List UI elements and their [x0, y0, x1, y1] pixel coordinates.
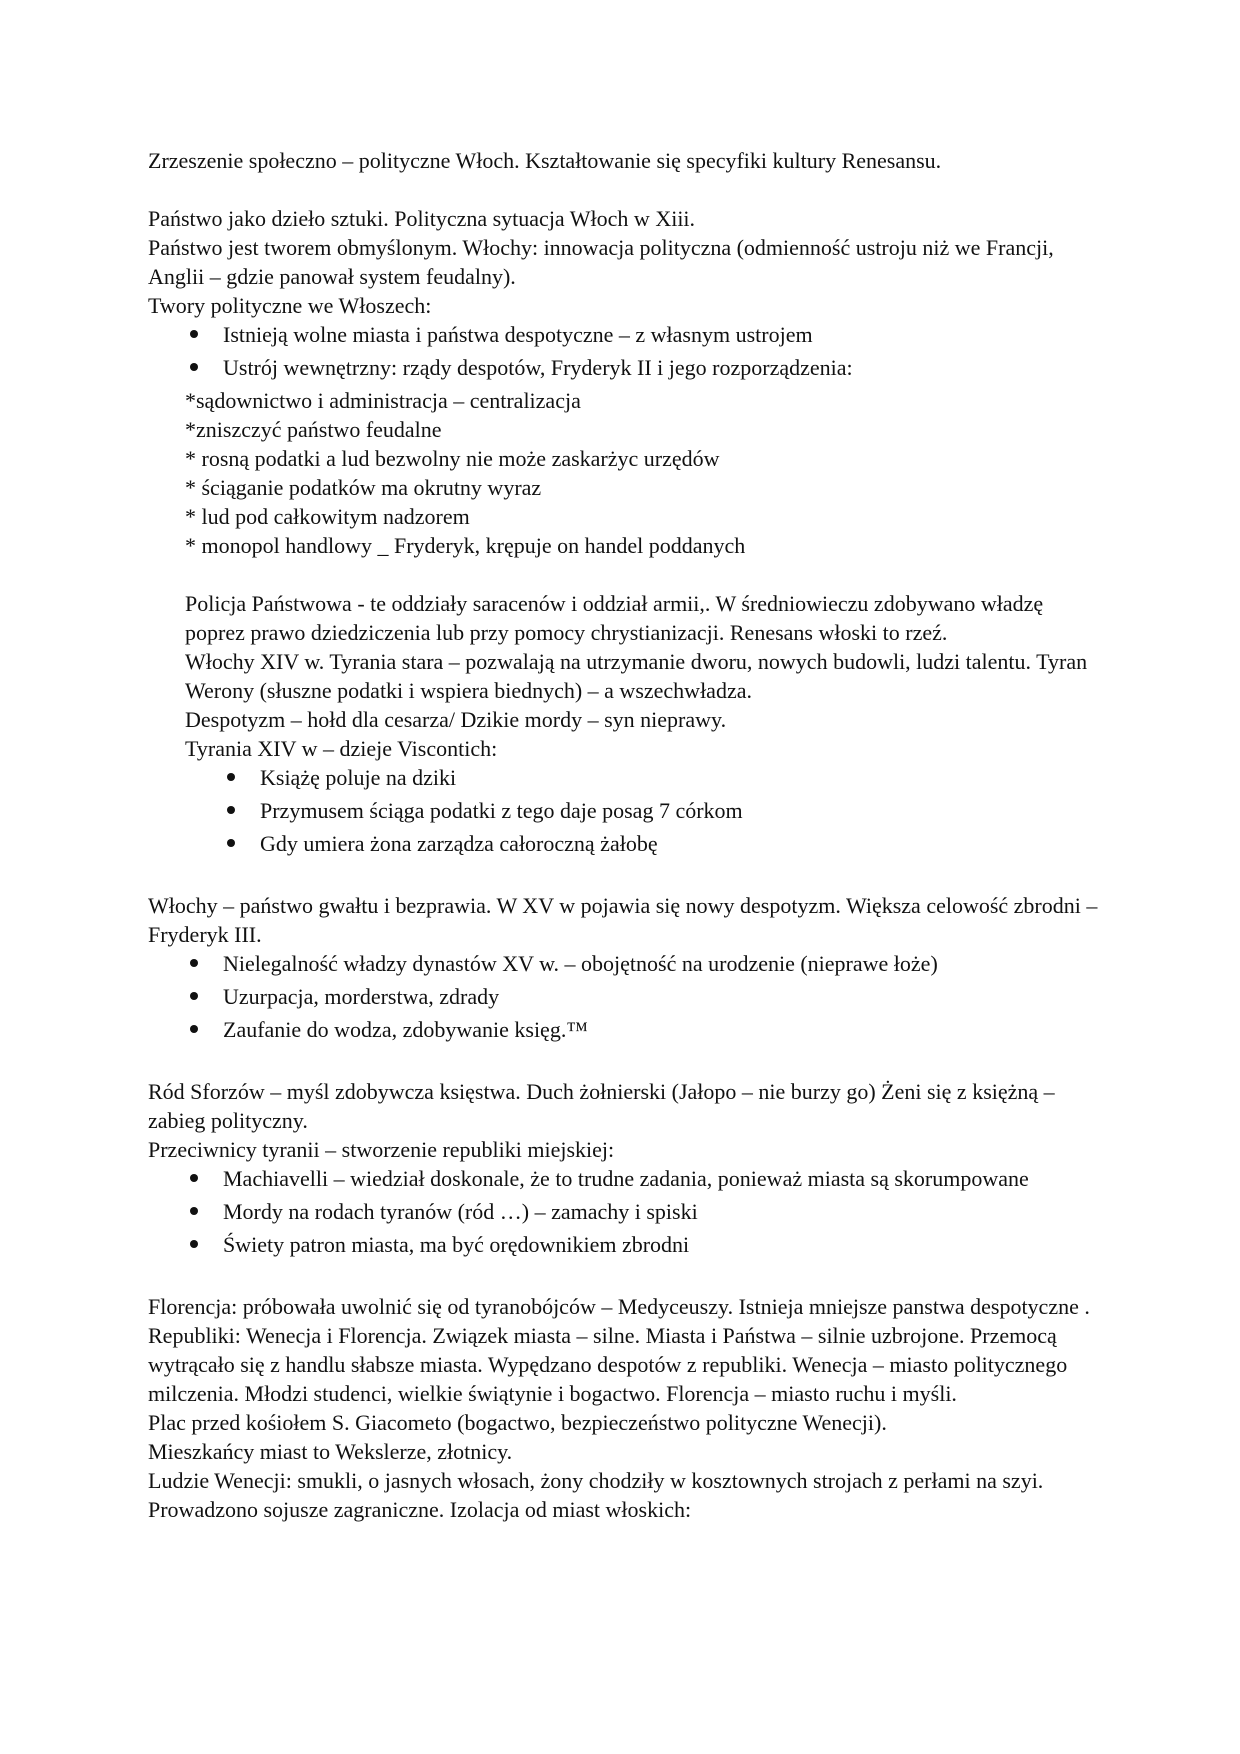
- paragraph: Florencja: próbowała uwolnić się od tyranobójców – Medyceuszy. Istnieja mniejsze panstwa despotyczne . Republiki: Wenecja i Florencja. Związek miasta – silne. Miasta i Państwa – silnie uzbrojone. Przemocą wytrącało się z handlu słabsze miasta. Wypędzano despotów z republiki. Wenecja – miasto politycznego milczenia. Młodzi studenci, wielkie świątynie i bogactwo. Florencja – miasto ruchu i myśli.: [148, 1294, 1090, 1406]
- list-item: [148, 982, 1098, 1011]
- bullet-icon: [227, 806, 235, 814]
- paragraph: Ród Sforzów – myśl zdobywcza księstwa. Duch żołnierski (Jałopo – nie burzy go) Żeni się z księżną – zabieg polityczny.: [148, 1079, 1055, 1133]
- list-item: [148, 763, 1098, 792]
- paragraph: Ludzie Wenecji: smukli, o jasnych włosach, żony chodziły w kosztownych strojach z perłami na szyi. Prowadzono sojusze zagraniczne. Izolacja od miast włoskich:: [148, 1468, 1044, 1522]
- spacer: [148, 1263, 1098, 1292]
- paragraph: Mieszkańcy miast to Wekslerze, złotnicy.: [148, 1439, 513, 1464]
- star-line: *sądownictwo i administracja – centralizacja: [185, 388, 581, 413]
- paragraph: Plac przed kośiołem S. Giacometo (bogactwo, bezpieczeństwo polityczne Wenecji).: [148, 1410, 887, 1435]
- list-item-text: Uzurpacja, morderstwa, zdrady: [223, 984, 500, 1009]
- list-item-text: Nielegalność władzy dynastów XV w. – obojętność na urodzenie (nieprawe łoże): [223, 951, 938, 976]
- list-item: [148, 1230, 1098, 1259]
- bullet-icon: [227, 773, 235, 781]
- bullet-list: [148, 1164, 1098, 1259]
- bullet-icon: [190, 1174, 198, 1182]
- star-line: * monopol handlowy _ Fryderyk, krępuje on handel poddanych: [185, 533, 746, 558]
- list-item-text: Istnieją wolne miasta i państwa despotyczne – z własnym ustrojem: [223, 322, 813, 347]
- list-item: [148, 1197, 1098, 1226]
- list-item-text: Zaufanie do wodza, zdobywanie księg.™: [223, 1017, 588, 1042]
- star-line: *zniszczyć państwo feudalne: [185, 417, 442, 442]
- bullet-list: [148, 763, 1098, 858]
- list-item: [148, 829, 1098, 858]
- bullet-list: [148, 320, 1098, 382]
- paragraph: Państwo jako dzieło sztuki. Polityczna sytuacja Włoch w Xiii.: [148, 206, 696, 231]
- bullet-icon: [190, 330, 198, 338]
- list-item-text: Świety patron miasta, ma być orędownikiem zbrodni: [223, 1232, 690, 1257]
- list-item: [148, 1164, 1098, 1193]
- list-item: [148, 320, 1098, 349]
- document-title: Zrzeszenie społeczno – polityczne Włoch. Kształtowanie się specyfiki kultury Renesansu.: [148, 148, 942, 173]
- paragraph: Włochy – państwo gwałtu i bezprawia. W XV w pojawia się nowy despotyzm. Większa celowość zbrodni – Fryderyk III.: [148, 893, 1098, 947]
- paragraph: Despotyzm – hołd dla cesarza/ Dzikie mordy – syn nieprawy.: [185, 707, 727, 732]
- list-item: [148, 1015, 1098, 1044]
- list-item: [148, 353, 1098, 382]
- paragraph: Państwo jest tworem obmyślonym. Włochy: innowacja polityczna (odmienność ustroju niż we Francji, Anglii – gdzie panował system feudalny).: [148, 235, 1054, 289]
- star-line: * lud pod całkowitym nadzorem: [185, 504, 470, 529]
- spacer: [148, 862, 1098, 891]
- bullet-icon: [227, 839, 235, 847]
- bullet-icon: [190, 1025, 198, 1033]
- list-item-text: Ustrój wewnętrzny: rządy despotów, Fryderyk II i jego rozporządzenia:: [223, 355, 853, 380]
- spacer: [148, 560, 1098, 589]
- bullet-icon: [190, 959, 198, 967]
- list-item-text: Mordy na rodach tyranów (ród …) – zamachy i spiski: [223, 1199, 698, 1224]
- paragraph: Włochy XIV w. Tyrania stara – pozwalają na utrzymanie dworu, nowych budowli, ludzi talentu. Tyran Werony (słuszne podatki i wspiera biednych) – a wszechwładza.: [185, 649, 1088, 703]
- paragraph: Twory polityczne we Włoszech:: [148, 293, 432, 318]
- paragraph: Przeciwnicy tyranii – stworzenie republiki miejskiej:: [148, 1137, 615, 1162]
- bullet-icon: [190, 1207, 198, 1215]
- star-line: * ściąganie podatków ma okrutny wyraz: [185, 475, 542, 500]
- list-item: [148, 796, 1098, 825]
- list-item-text: Machiavelli – wiedział doskonale, że to trudne zadania, ponieważ miasta są skorumpowane: [223, 1166, 1029, 1191]
- paragraph: Tyrania XIV w – dzieje Viscontich:: [185, 736, 498, 761]
- list-item-text: Przymusem ściąga podatki z tego daje posag 7 córkom: [260, 798, 743, 823]
- spacer: [148, 175, 1098, 204]
- bullet-icon: [190, 992, 198, 1000]
- paragraph: Policja Państwowa - te oddziały saracenów i oddział armii,. W średniowieczu zdobywano władzę poprez prawo dziedziczenia lub przy pomocy chrystianizacji. Renesans włoski to rzeź.: [185, 591, 1044, 645]
- document-page: [148, 146, 1098, 1524]
- bullet-icon: [190, 1240, 198, 1248]
- spacer: [148, 1048, 1098, 1077]
- bullet-icon: [190, 363, 198, 371]
- list-item: [148, 949, 1098, 978]
- star-line: * rosną podatki a lud bezwolny nie może zaskarżyc urzędów: [185, 446, 720, 471]
- list-item-text: Książę poluje na dziki: [260, 765, 457, 790]
- list-item-text: Gdy umiera żona zarządza całoroczną żałobę: [260, 831, 658, 856]
- bullet-list: [148, 949, 1098, 1044]
